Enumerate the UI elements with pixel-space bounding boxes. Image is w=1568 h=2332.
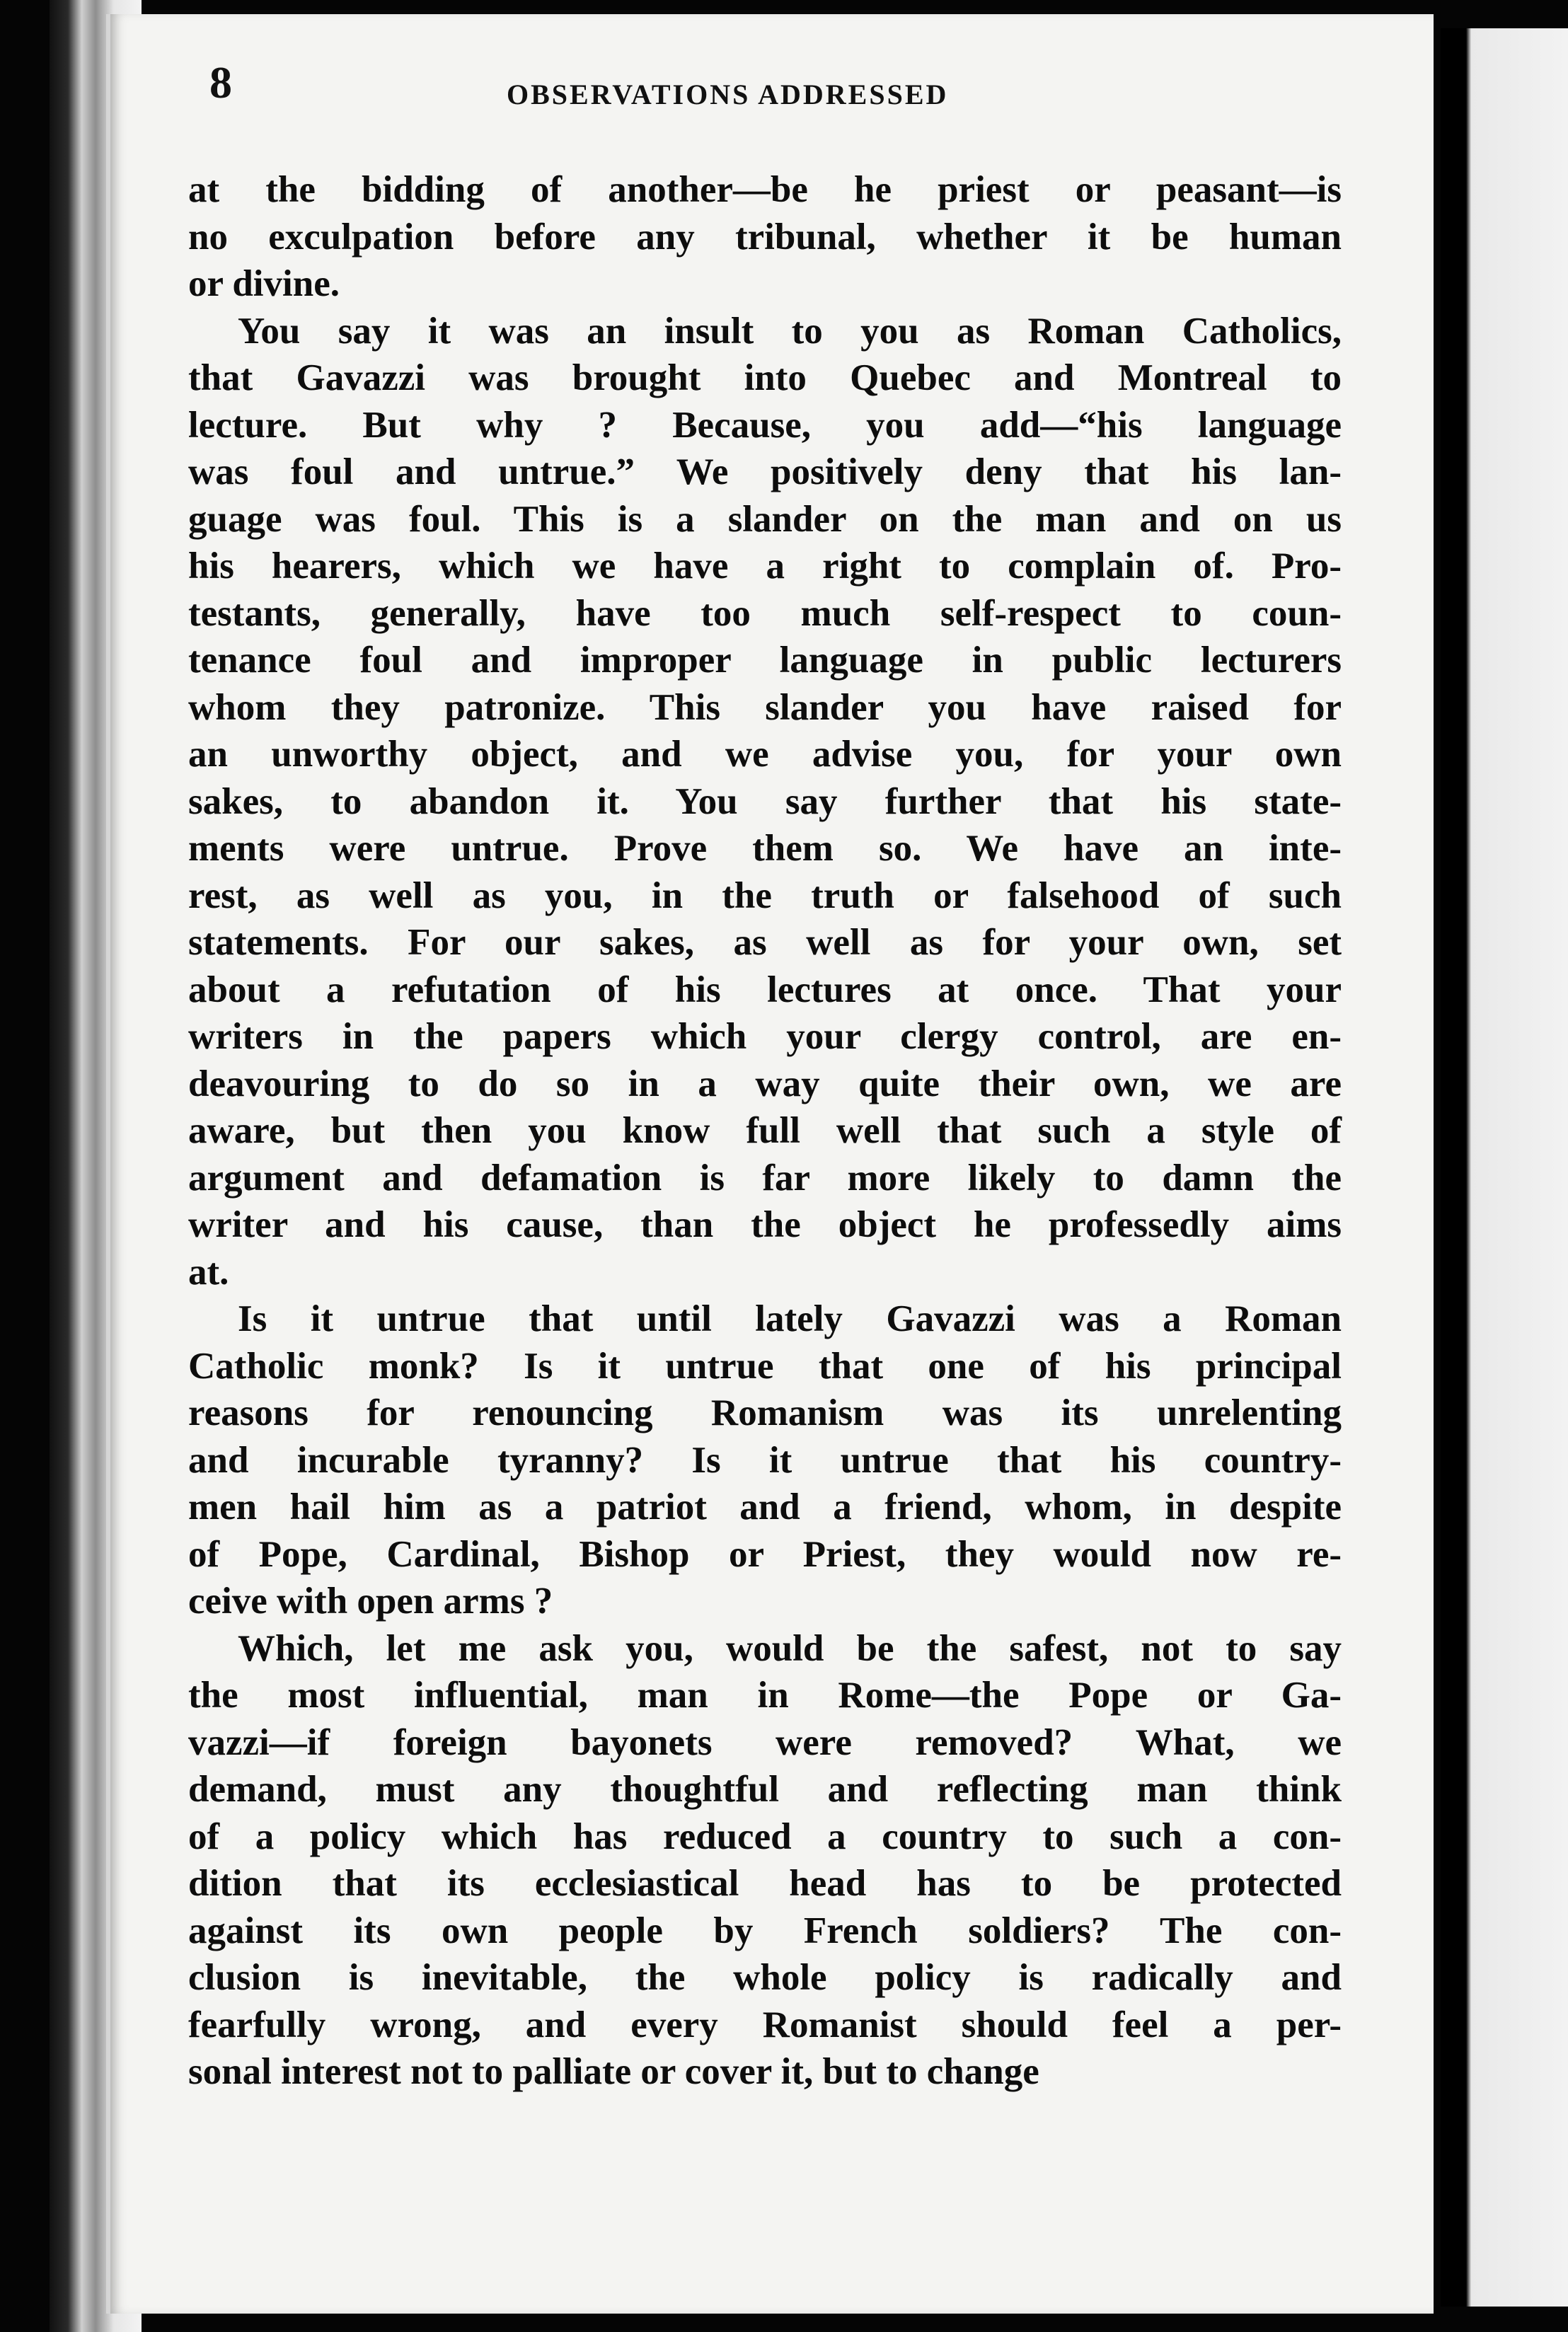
text-line: Catholic monk? Is it untrue that one of his principal [188, 1345, 1342, 1387]
text-line: ments were untrue. Prove them so. We have an inte- [188, 828, 1342, 869]
book-page [106, 14, 1434, 2314]
text-line: no exculpation before any tribunal, whether it be human [188, 216, 1342, 258]
text-line: writers in the papers which your clergy control, are en- [188, 1016, 1342, 1057]
text-line: of Pope, Cardinal, Bishop or Priest, they would now re- [188, 1533, 1342, 1575]
text-line: Which, let me ask you, would be the safest, not to say [238, 1627, 1342, 1669]
text-line: guage was foul. This is a slander on the man and on us [188, 498, 1342, 540]
text-line: reasons for renouncing Romanism was its unrelenting [188, 1392, 1342, 1433]
text-line: aware, but then you know full well that such a style of [188, 1110, 1342, 1151]
text-line: testants, generally, have too much self-respect to coun- [188, 592, 1342, 634]
facing-page-edge [1441, 28, 1568, 2307]
text-line: fearfully wrong, and every Romanist should feel a per- [188, 2004, 1342, 2045]
text-line: tenance foul and improper language in public lecturers [188, 640, 1342, 681]
page-number: 8 [209, 57, 232, 108]
text-line: against its own people by French soldiers? The con- [188, 1910, 1342, 1951]
paragraph [188, 1625, 1342, 2096]
text-line: rest, as well as you, in the truth or falsehood of such [188, 874, 1342, 916]
text-line: was foul and untrue.” We positively deny that his lan- [188, 451, 1342, 492]
text-line: an unworthy object, and we advise you, for your own [188, 734, 1342, 775]
text-line: dition that its ecclesiastical head has to be protected [188, 1863, 1342, 1904]
paragraph [188, 1295, 1342, 1625]
text-line: whom they patronize. This slander you have raised for [188, 686, 1342, 728]
text-line: sakes, to abandon it. You say further that his state- [188, 780, 1342, 822]
text-line: and incurable tyranny? Is it untrue that his country- [188, 1439, 1342, 1481]
text-line: writer and his cause, than the object he professedly aims [188, 1204, 1342, 1245]
page-header [209, 57, 1342, 134]
text-line: or divine. [188, 263, 340, 304]
text-line: that Gavazzi was brought into Quebec and Montreal to [188, 357, 1342, 398]
paragraph [188, 308, 1342, 1296]
text-line: demand, must any thoughtful and reflecting man think [188, 1769, 1342, 1810]
text-line: of a policy which has reduced a country to such a con- [188, 1816, 1342, 1857]
text-line: You say it was an insult to you as Roman Catholics, [238, 310, 1342, 352]
running-head: OBSERVATIONS ADDRESSED [507, 79, 949, 110]
text-line: Is it untrue that until lately Gavazzi was a Roman [238, 1298, 1342, 1339]
paragraph [188, 166, 1342, 308]
text-line: the most influential, man in Rome—the Pope or Ga- [188, 1675, 1342, 1716]
text-line: vazzi—if foreign bayonets were removed? What, we [188, 1721, 1342, 1763]
body-text [188, 166, 1342, 2096]
text-line: men hail him as a patriot and a friend, whom, in despite [188, 1487, 1342, 1528]
text-line: about a refutation of his lectures at once. That your [188, 969, 1342, 1010]
text-line: at. [188, 1251, 229, 1293]
text-line: argument and defamation is far more likely to damn the [188, 1157, 1342, 1199]
text-line: at the bidding of another—be he priest or peasant—is [188, 169, 1342, 210]
text-line: sonal interest not to palliate or cover it, but to change [188, 2051, 1039, 2092]
text-line: clusion is inevitable, the whole policy is radically and [188, 1957, 1342, 1998]
text-line: statements. For our sakes, as well as for your own, set [188, 922, 1342, 963]
text-line: deavouring to do so in a way quite their own, we are [188, 1063, 1342, 1104]
text-line: lecture. But why ? Because, you add—“his language [188, 404, 1342, 446]
text-line: his hearers, which we have a right to complain of. Pro- [188, 546, 1342, 587]
text-line: ceive with open arms ? [188, 1581, 553, 1622]
